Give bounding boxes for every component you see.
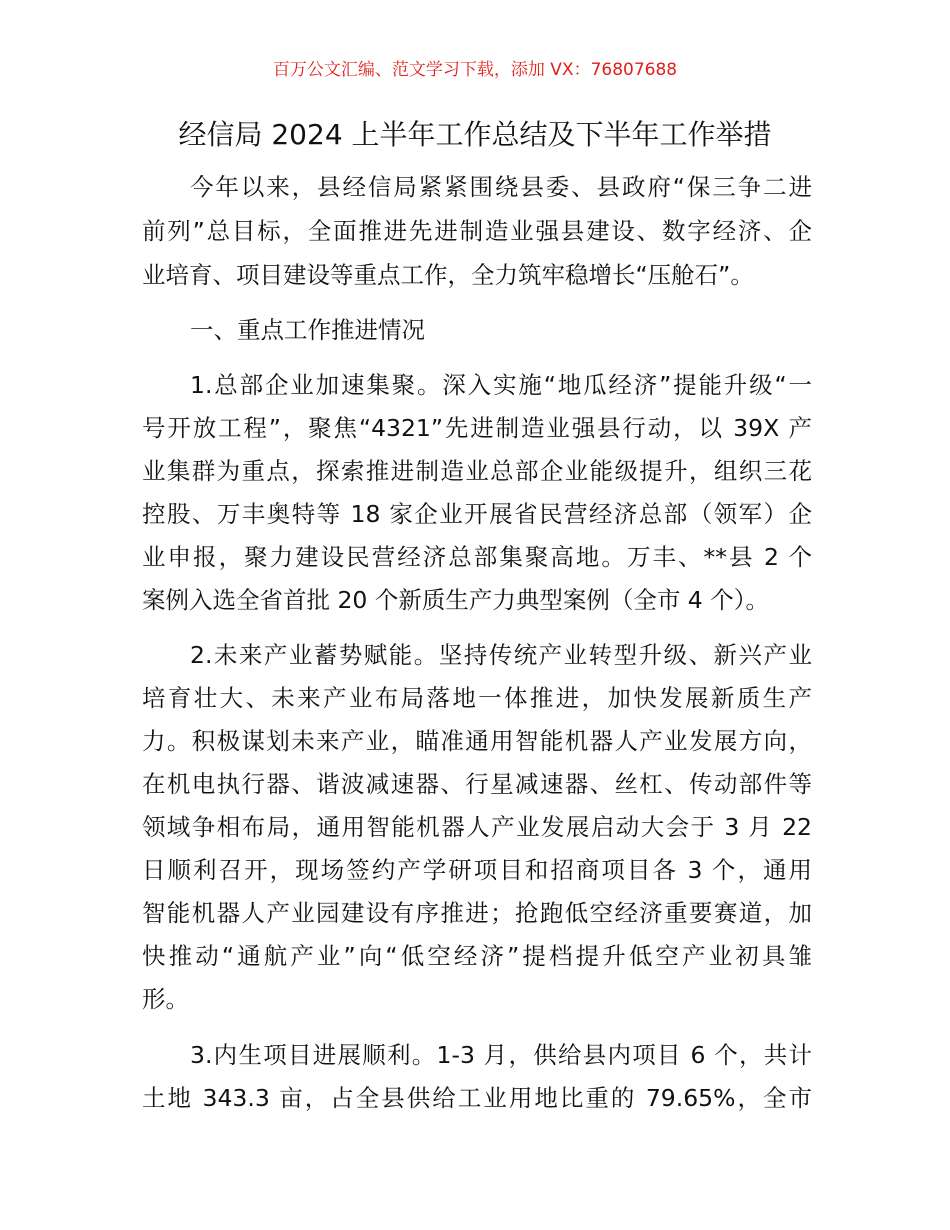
section-heading: 一、重点工作推进情况 <box>190 316 425 344</box>
item1-line: 业申报，聚力建设民营经济总部集聚高地。万丰、**县 2 个 <box>142 543 812 571</box>
item2-line: 智能机器人产业园建设有序推进；抢跑低空经济重要赛道，加 <box>142 899 812 927</box>
intro-line: 前列”总目标，全面推进先进制造业强县建设、数字经济、企 <box>142 217 812 245</box>
item1-line: 号开放工程”，聚焦“4321”先进制造业强县行动，以 39X 产 <box>142 414 812 442</box>
item3-line: 土地 343.3 亩，占全县供给工业用地比重的 79.65%，全市 <box>142 1084 812 1112</box>
item2-line: 力。积极谋划未来产业，瞄准通用智能机器人产业发展方向， <box>142 727 812 755</box>
item2-line: 日顺利召开，现场签约产学研项目和招商项目各 3 个，通用 <box>142 856 812 884</box>
item1-line: 控股、万丰奥特等 18 家企业开展省民营经济总部（领军）企 <box>142 500 812 528</box>
item2-line: 快推动“通航产业”向“低空经济”提档提升低空产业初具雏 <box>142 942 812 970</box>
item3-line: 3.内生项目进展顺利。1-3 月，供给县内项目 6 个，共计 <box>190 1041 812 1069</box>
item2-line: 领域争相布局，通用智能机器人产业发展启动大会于 3 月 22 <box>142 813 812 841</box>
item2-line: 在机电执行器、谐波减速器、行星减速器、丝杠、传动部件等 <box>142 770 812 798</box>
item1-line: 业集群为重点，探索推进制造业总部企业能级提升，组织三花 <box>142 457 812 485</box>
intro-line: 业培育、项目建设等重点工作，全力筑牢稳增长“压舱石”。 <box>142 261 754 289</box>
item2-line: 培育壮大、未来产业布局落地一体推进，加快发展新质生产 <box>142 684 812 712</box>
item1-line: 1.总部企业加速集聚。深入实施“地瓜经济”提能升级“一 <box>190 371 812 399</box>
intro-line: 今年以来，县经信局紧紧围绕县委、县政府“保三争二进 <box>190 173 812 201</box>
item1-line: 案例入选全省首批 20 个新质生产力典型案例（全市 4 个）。 <box>142 586 769 614</box>
watermark-banner: 百万公文汇编、范文学习下载，添加 VX：76807688 <box>272 60 678 80</box>
document-title: 经信局 2024 上半年工作总结及下半年工作举措 <box>178 118 772 151</box>
item2-line: 形。 <box>142 985 189 1013</box>
item2-line: 2.未来产业蓄势赋能。坚持传统产业转型升级、新兴产业 <box>190 641 812 669</box>
